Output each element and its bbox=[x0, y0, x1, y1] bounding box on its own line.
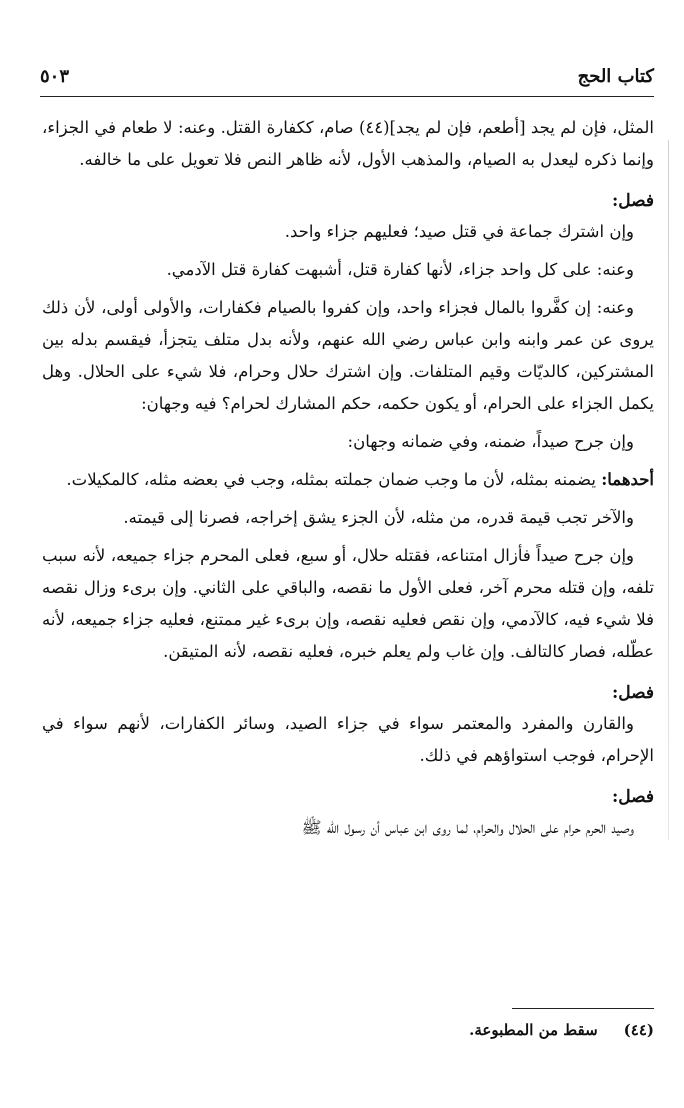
section-heading: فصل: bbox=[611, 191, 654, 211]
page-header bbox=[40, 62, 654, 97]
paragraph: وصيد الحرم حرام على الحلال والحرام، لما روى ابن عباس أن رسول الله ﷺ bbox=[301, 818, 634, 837]
paragraph bbox=[42, 464, 654, 496]
paragraph: والقارن والمفرد والمعتمر سواء في جزاء الصيد، وسائر الكفارات، لأنهم سواء في الإحرام، فوجب استواؤهم في ذلك. bbox=[42, 714, 654, 765]
page-binding-shadow bbox=[668, 140, 669, 840]
footnote-text: سقط من المطبوعة. bbox=[469, 1021, 598, 1039]
page-number: ٥٠٣ bbox=[40, 66, 70, 87]
footnote-number: (٤٤) bbox=[623, 1021, 654, 1039]
running-title: كتاب الحج bbox=[577, 66, 654, 87]
paragraph-text: يضمنه بمثله، لأن ما وجب ضمان جملته بمثله، وجب في بعضه مثله، كالمكيلات. bbox=[66, 470, 602, 489]
paragraph: وإن اشترك جماعة في قتل صيد؛ فعليهم جزاء واحد. bbox=[284, 222, 634, 241]
section-heading: فصل: bbox=[611, 787, 654, 807]
footnote-divider bbox=[512, 1008, 654, 1009]
footnote bbox=[469, 1018, 654, 1042]
page-body bbox=[42, 112, 654, 850]
paragraph: وعنه: على كل واحد جزاء، لأنها كفارة قتل، أشبهت كفارة قتل الآدمي. bbox=[166, 260, 634, 279]
paragraph: والآخر تجب قيمة قدره، من مثله، لأن الجزء يشق إخراجه، فصرنا إلى قيمته. bbox=[123, 508, 634, 527]
paragraph: وعنه: إن كفَّروا بالمال فجزاء واحد، وإن كفروا بالصيام فكفارات، والأولى أولى، لأن ذلك يروى عن عمر وابنه وابن عباس رضي الله عنهم، ولأنه بدل متلف يتجزأ، فيقسم بدله بين المشتركين، كالديّات وقيم المتلفات. وإن اشترك حلال وحرام، فلا شيء على الحلال. وهل يكمل الجزاء على الحرام، أو يكون حكمه، حكم المشارك لحرام؟ فيه وجهان: bbox=[42, 298, 654, 413]
term-label: أحدهما: bbox=[601, 470, 654, 489]
paragraph: وإن جرح صيداً، ضمنه، وفي ضمانه وجهان: bbox=[347, 432, 634, 451]
section-heading: فصل: bbox=[611, 683, 654, 703]
paragraph: وإن جرح صيداً فأزال امتناعه، فقتله حلال، أو سبع، فعلى المحرم جزاء جميعه، لأنه سبب تلفه، وإن قتله محرم آخر، فعلى الأول ما نقصه، والباقي على الثاني. وإن برىء وزال نقصه فلا شيء فيه، كالآدمي، وإن نقص فعليه نقصه، وإن برىء غير ممتنع، فعليه جزاء جميعه، لأنه عطّله، فصار كالتالف. وإن غاب ولم يعلم خبره، فعليه نقصه، لأنه المتيقن. bbox=[42, 546, 654, 661]
paragraph: المثل، فإن لم يجد [أطعم، فإن لم يجد](٤٤) صام، ككفارة القتل. وعنه: لا طعام في الجزاء، وإنما ذكره ليعدل به الصيام، والمذهب الأول، لأنه ظاهر النص فلا تعويل على ما خالفه. bbox=[42, 118, 654, 169]
